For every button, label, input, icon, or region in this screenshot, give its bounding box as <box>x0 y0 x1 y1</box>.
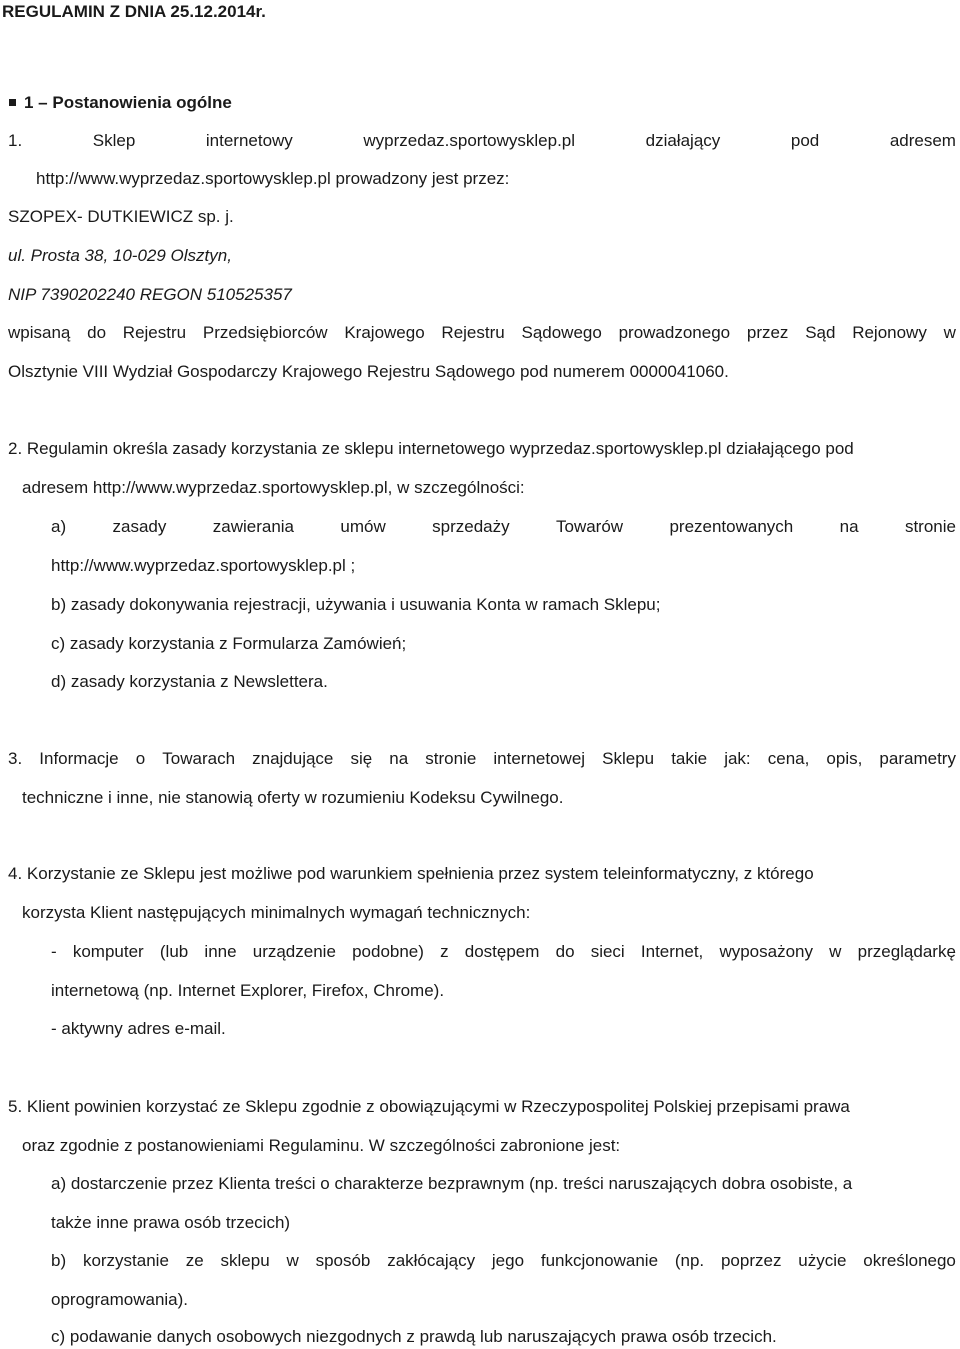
word: Internet, <box>640 942 704 961</box>
word: b) <box>51 1251 67 1270</box>
p4-item1 <box>51 941 956 963</box>
word: Towarów <box>555 517 624 536</box>
word: Towarach <box>162 749 236 768</box>
word: zakłócający <box>387 1251 476 1270</box>
word: urządzenie <box>252 942 336 961</box>
word: - <box>51 942 57 961</box>
word: wpisaną <box>8 323 71 342</box>
word: Krajowego <box>344 323 425 342</box>
word: Sklepu <box>602 749 655 768</box>
p1-line1 <box>8 130 956 152</box>
word: wyposażony <box>719 942 813 961</box>
p5-item-a-line2: także inne prawa osób trzecich) <box>51 1213 291 1232</box>
word: takie <box>671 749 708 768</box>
word: prezentowanych <box>669 517 794 536</box>
word: internetowy <box>205 131 293 150</box>
word: do <box>87 323 107 342</box>
word: podobne) <box>352 942 424 961</box>
word: Rejestru <box>441 323 505 342</box>
word: ze <box>185 1251 204 1270</box>
p4-line1: 4. Korzystanie ze Sklepu jest możliwe pod warunkiem spełnienia przez system teleinformatyczny, z którego <box>8 864 814 883</box>
word: zasady <box>112 517 167 536</box>
p5-item-b <box>51 1250 956 1272</box>
word: z <box>440 942 449 961</box>
p2-item-a-line2: http://www.wyprzedaz.sportowysklep.pl ; <box>51 556 356 575</box>
word: parametry <box>879 749 956 768</box>
word: korzystanie <box>82 1251 169 1270</box>
document-title: REGULAMIN Z DNIA 25.12.2014r. <box>2 2 266 21</box>
word: Rejonowy <box>852 323 927 342</box>
word: wyprzedaz.sportowysklep.pl <box>363 131 576 150</box>
word: prowadzonego <box>618 323 731 342</box>
word: komputer <box>72 942 144 961</box>
word: Sąd <box>805 323 836 342</box>
p4-item2: - aktywny adres e-mail. <box>51 1019 226 1038</box>
p2-line1: 2. Regulamin określa zasady korzystania ze sklepu internetowego wyprzedaz.sportowysklep.pl działającego pod <box>8 439 854 458</box>
word: sieci <box>590 942 625 961</box>
word: w <box>829 942 842 961</box>
word: w <box>286 1251 299 1270</box>
company-address: ul. Prosta 38, 10-029 Olsztyn, <box>8 246 232 265</box>
p2-line2: adresem http://www.wyprzedaz.sportowysklep.pl, w szczególności: <box>22 478 525 497</box>
word: opis, <box>826 749 863 768</box>
word: dostępem <box>464 942 540 961</box>
p2-item-b: b) zasady dokonywania rejestracji, używania i usuwania Konta w ramach Sklepu; <box>51 595 661 614</box>
word: cena, <box>767 749 810 768</box>
bullet-icon <box>9 99 16 106</box>
p2-item-d: d) zasady korzystania z Newslettera. <box>51 672 328 691</box>
word: w <box>943 323 956 342</box>
word: 3. <box>8 749 23 768</box>
word: przez <box>746 323 789 342</box>
word: do <box>555 942 575 961</box>
word: się <box>350 749 373 768</box>
word: a) <box>51 517 67 536</box>
p4-item1-line2: internetową (np. Internet Explorer, Firefox, Chrome). <box>51 981 445 1000</box>
word: na <box>839 517 859 536</box>
word: jak: <box>724 749 751 768</box>
p3-line2: techniczne i inne, nie stanowią oferty w rozumieniu Kodeksu Cywilnego. <box>22 788 564 807</box>
word: określonego <box>863 1251 956 1270</box>
p2-item-c: c) zasady korzystania z Formularza Zamówień; <box>51 634 407 653</box>
p5-item-b-line2: oprogramowania). <box>51 1290 189 1309</box>
word: Przedsiębiorców <box>202 323 328 342</box>
section-heading: 1 – Postanowienia ogólne <box>24 93 232 112</box>
word: 1. <box>8 131 23 150</box>
p1-line2: http://www.wyprzedaz.sportowysklep.pl prowadzony jest przez: <box>36 169 510 188</box>
word: przeglądarkę <box>857 942 956 961</box>
word: stronie <box>425 749 477 768</box>
p3-line1 <box>8 748 956 770</box>
word: działający <box>645 131 721 150</box>
word: sprzedaży <box>432 517 510 536</box>
word: inne <box>204 942 237 961</box>
p5-line2: oraz zgodnie z postanowieniami Regulaminu. W szczególności zabronione jest: <box>22 1136 621 1155</box>
word: zawierania <box>212 517 295 536</box>
p4-line2: korzysta Klient następujących minimalnych wymagań technicznych: <box>22 903 531 922</box>
p5-item-a: a) dostarczenie przez Klienta treści o charakterze bezprawnym (np. treści naruszających dobra osobiste, a <box>51 1174 853 1193</box>
word: funkcjonowanie <box>540 1251 659 1270</box>
word: na <box>389 749 409 768</box>
register-line2: Olsztynie VIII Wydział Gospodarczy Krajowego Rejestru Sądowego pod numerem 0000041060. <box>8 362 729 381</box>
word: (lub <box>159 942 189 961</box>
word: o <box>135 749 146 768</box>
word: użycie <box>798 1251 847 1270</box>
word: poprzez <box>720 1251 782 1270</box>
word: Sklep <box>92 131 136 150</box>
word: Informacje <box>39 749 119 768</box>
word: umów <box>340 517 386 536</box>
word: internetowej <box>493 749 586 768</box>
p2-item-a <box>51 516 956 538</box>
word: jego <box>491 1251 525 1270</box>
company-name: SZOPEX- DUTKIEWICZ sp. j. <box>8 207 234 226</box>
word: (np. <box>674 1251 705 1270</box>
word: adresem <box>889 131 956 150</box>
word: Rejestru <box>122 323 187 342</box>
p5-item-c: c) podawanie danych osobowych niezgodnych z prawdą lub naruszających prawa osób trzecich. <box>51 1327 777 1346</box>
word: pod <box>790 131 820 150</box>
word: sposób <box>315 1251 371 1270</box>
word: sklepu <box>220 1251 270 1270</box>
word: stronie <box>904 517 956 536</box>
word: znajdujące <box>252 749 334 768</box>
register-line1 <box>8 322 956 344</box>
word: Sądowego <box>521 323 602 342</box>
nip-regon: NIP 7390202240 REGON 510525357 <box>8 285 292 304</box>
p5-line1: 5. Klient powinien korzystać ze Sklepu zgodnie z obowiązującymi w Rzeczypospolitej Polskiej przepisami prawa <box>8 1097 850 1116</box>
